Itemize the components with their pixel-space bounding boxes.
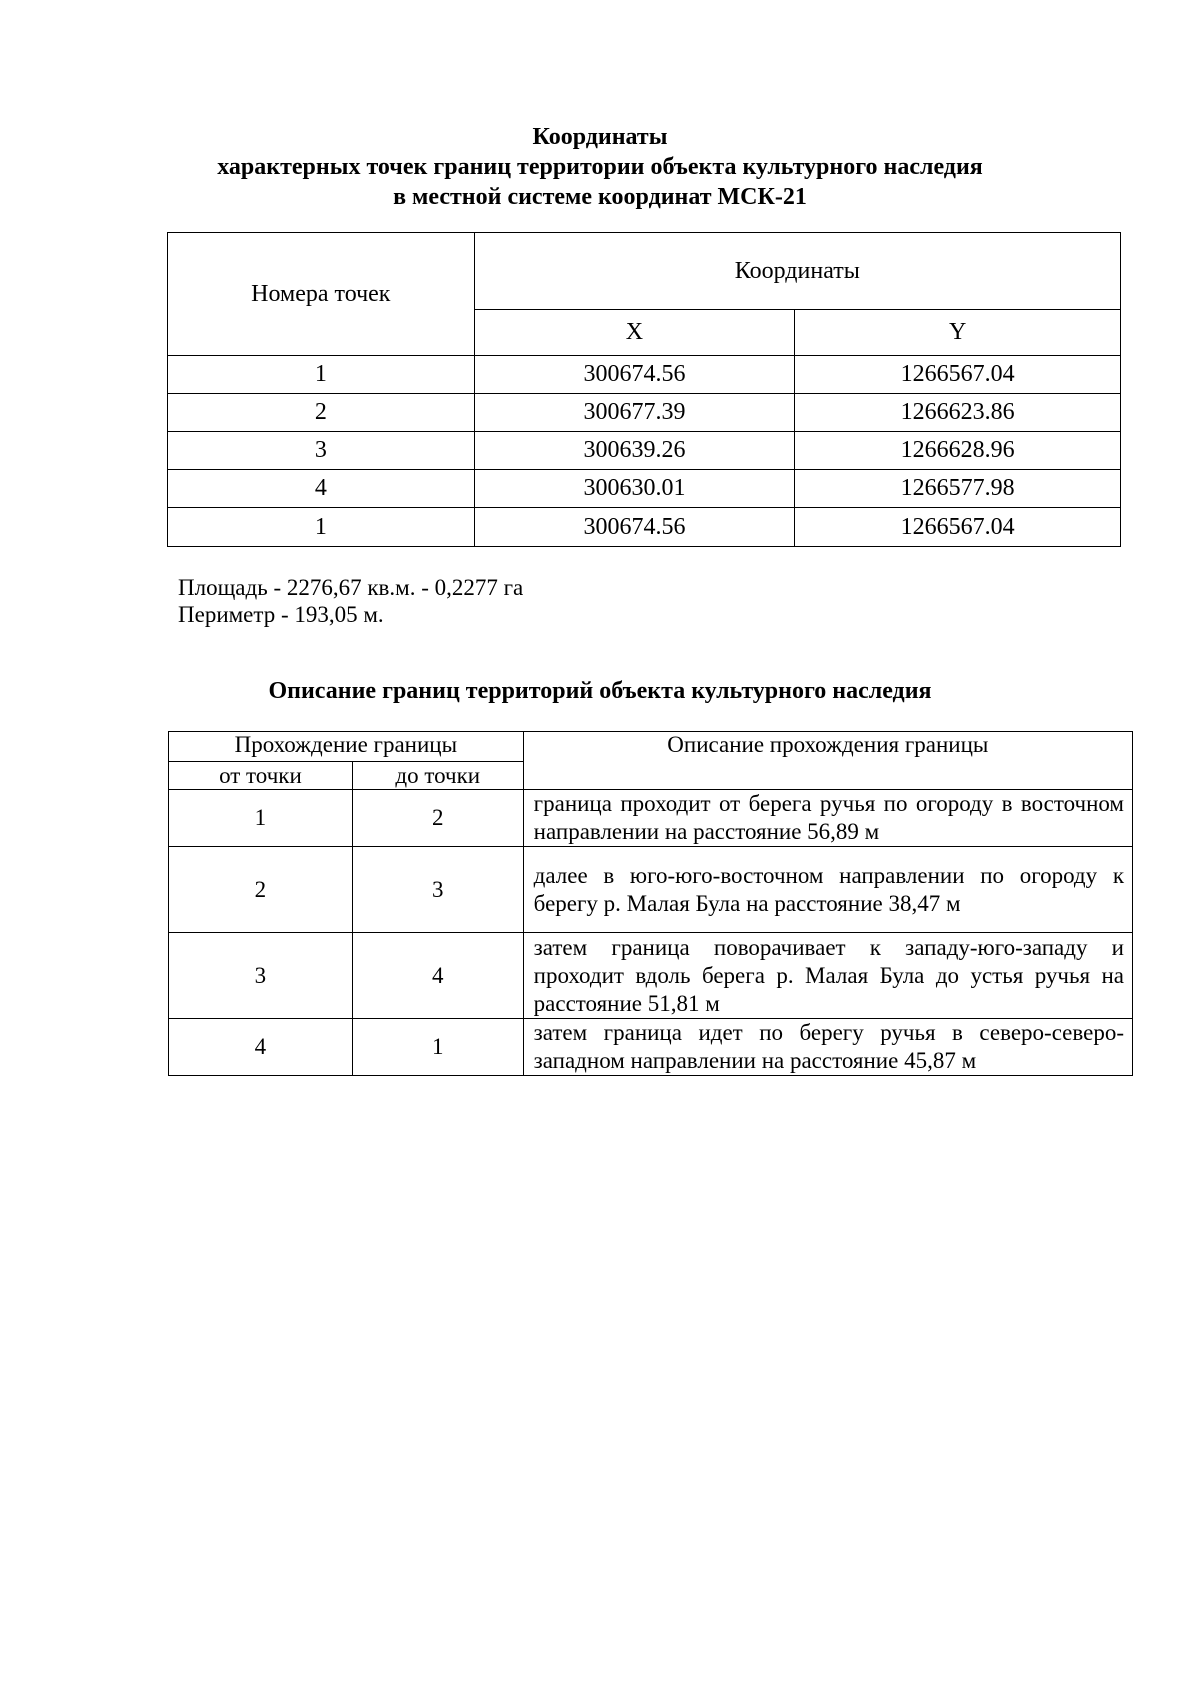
point-number: 3 — [168, 432, 475, 470]
from-point: 3 — [169, 933, 353, 1019]
header-x: X — [474, 310, 795, 356]
point-number: 1 — [168, 356, 475, 394]
boundary-description: затем граница идет по берегу ручья в северо-северо-западном направлении на расстояние 45,87 м — [523, 1019, 1132, 1076]
x-value: 300674.56 — [474, 508, 795, 547]
description-title: Описание границ территорий объекта культурного наследия — [268, 678, 932, 704]
y-value: 1266567.04 — [795, 508, 1121, 547]
y-value: 1266623.86 — [795, 394, 1121, 432]
title-line-2: характерных точек границ территории объекта культурного наследия — [217, 154, 983, 180]
x-value: 300639.26 — [474, 432, 795, 470]
y-value: 1266628.96 — [795, 432, 1121, 470]
point-number: 1 — [168, 508, 475, 547]
to-point: 4 — [352, 933, 523, 1019]
document-title — [0, 122, 1200, 212]
header-from-point: от точки — [169, 762, 353, 790]
table-row — [169, 847, 1133, 933]
table-row — [168, 508, 1121, 547]
table-row — [169, 1019, 1133, 1076]
header-to-point: до точки — [352, 762, 523, 790]
perimeter-text: Периметр - 193,05 м. — [178, 602, 384, 627]
title-line-3: в местной системе координат МСК-21 — [393, 184, 807, 210]
from-point: 1 — [169, 790, 353, 847]
boundary-description: затем граница поворачивает к западу-юго-западу и проходит вдоль берега р. Малая Була до устья ручья на расстояние 51,81 м — [523, 933, 1132, 1019]
table-row — [169, 933, 1133, 1019]
area-text: Площадь - 2276,67 кв.м. - 0,2277 га — [178, 575, 524, 600]
table-row — [168, 394, 1121, 432]
to-point: 3 — [352, 847, 523, 933]
coordinates-table — [167, 232, 1121, 547]
boundary-description-table — [168, 731, 1133, 1076]
point-number: 4 — [168, 470, 475, 508]
title-line-1: Координаты — [532, 124, 668, 150]
boundary-description: далее в юго-юго-восточном направлении по огороду к берегу р. Малая Була на расстояние 38,47 м — [523, 847, 1132, 933]
table-row — [169, 790, 1133, 847]
header-description: Описание прохождения границы — [523, 732, 1132, 790]
point-number: 2 — [168, 394, 475, 432]
area-summary — [178, 574, 523, 628]
from-point: 4 — [169, 1019, 353, 1076]
to-point: 2 — [352, 790, 523, 847]
x-value: 300630.01 — [474, 470, 795, 508]
y-value: 1266567.04 — [795, 356, 1121, 394]
table-row — [168, 470, 1121, 508]
header-coordinates: Координаты — [474, 233, 1120, 310]
table-row — [168, 356, 1121, 394]
header-y: Y — [795, 310, 1121, 356]
from-point: 2 — [169, 847, 353, 933]
header-point-numbers: Номера точек — [168, 233, 475, 356]
header-boundary-passage: Прохождение границы — [169, 732, 524, 762]
x-value: 300674.56 — [474, 356, 795, 394]
table-row — [168, 432, 1121, 470]
to-point: 1 — [352, 1019, 523, 1076]
y-value: 1266577.98 — [795, 470, 1121, 508]
boundary-description: граница проходит от берега ручья по огороду в восточном направлении на расстояние 56,89 м — [523, 790, 1132, 847]
x-value: 300677.39 — [474, 394, 795, 432]
